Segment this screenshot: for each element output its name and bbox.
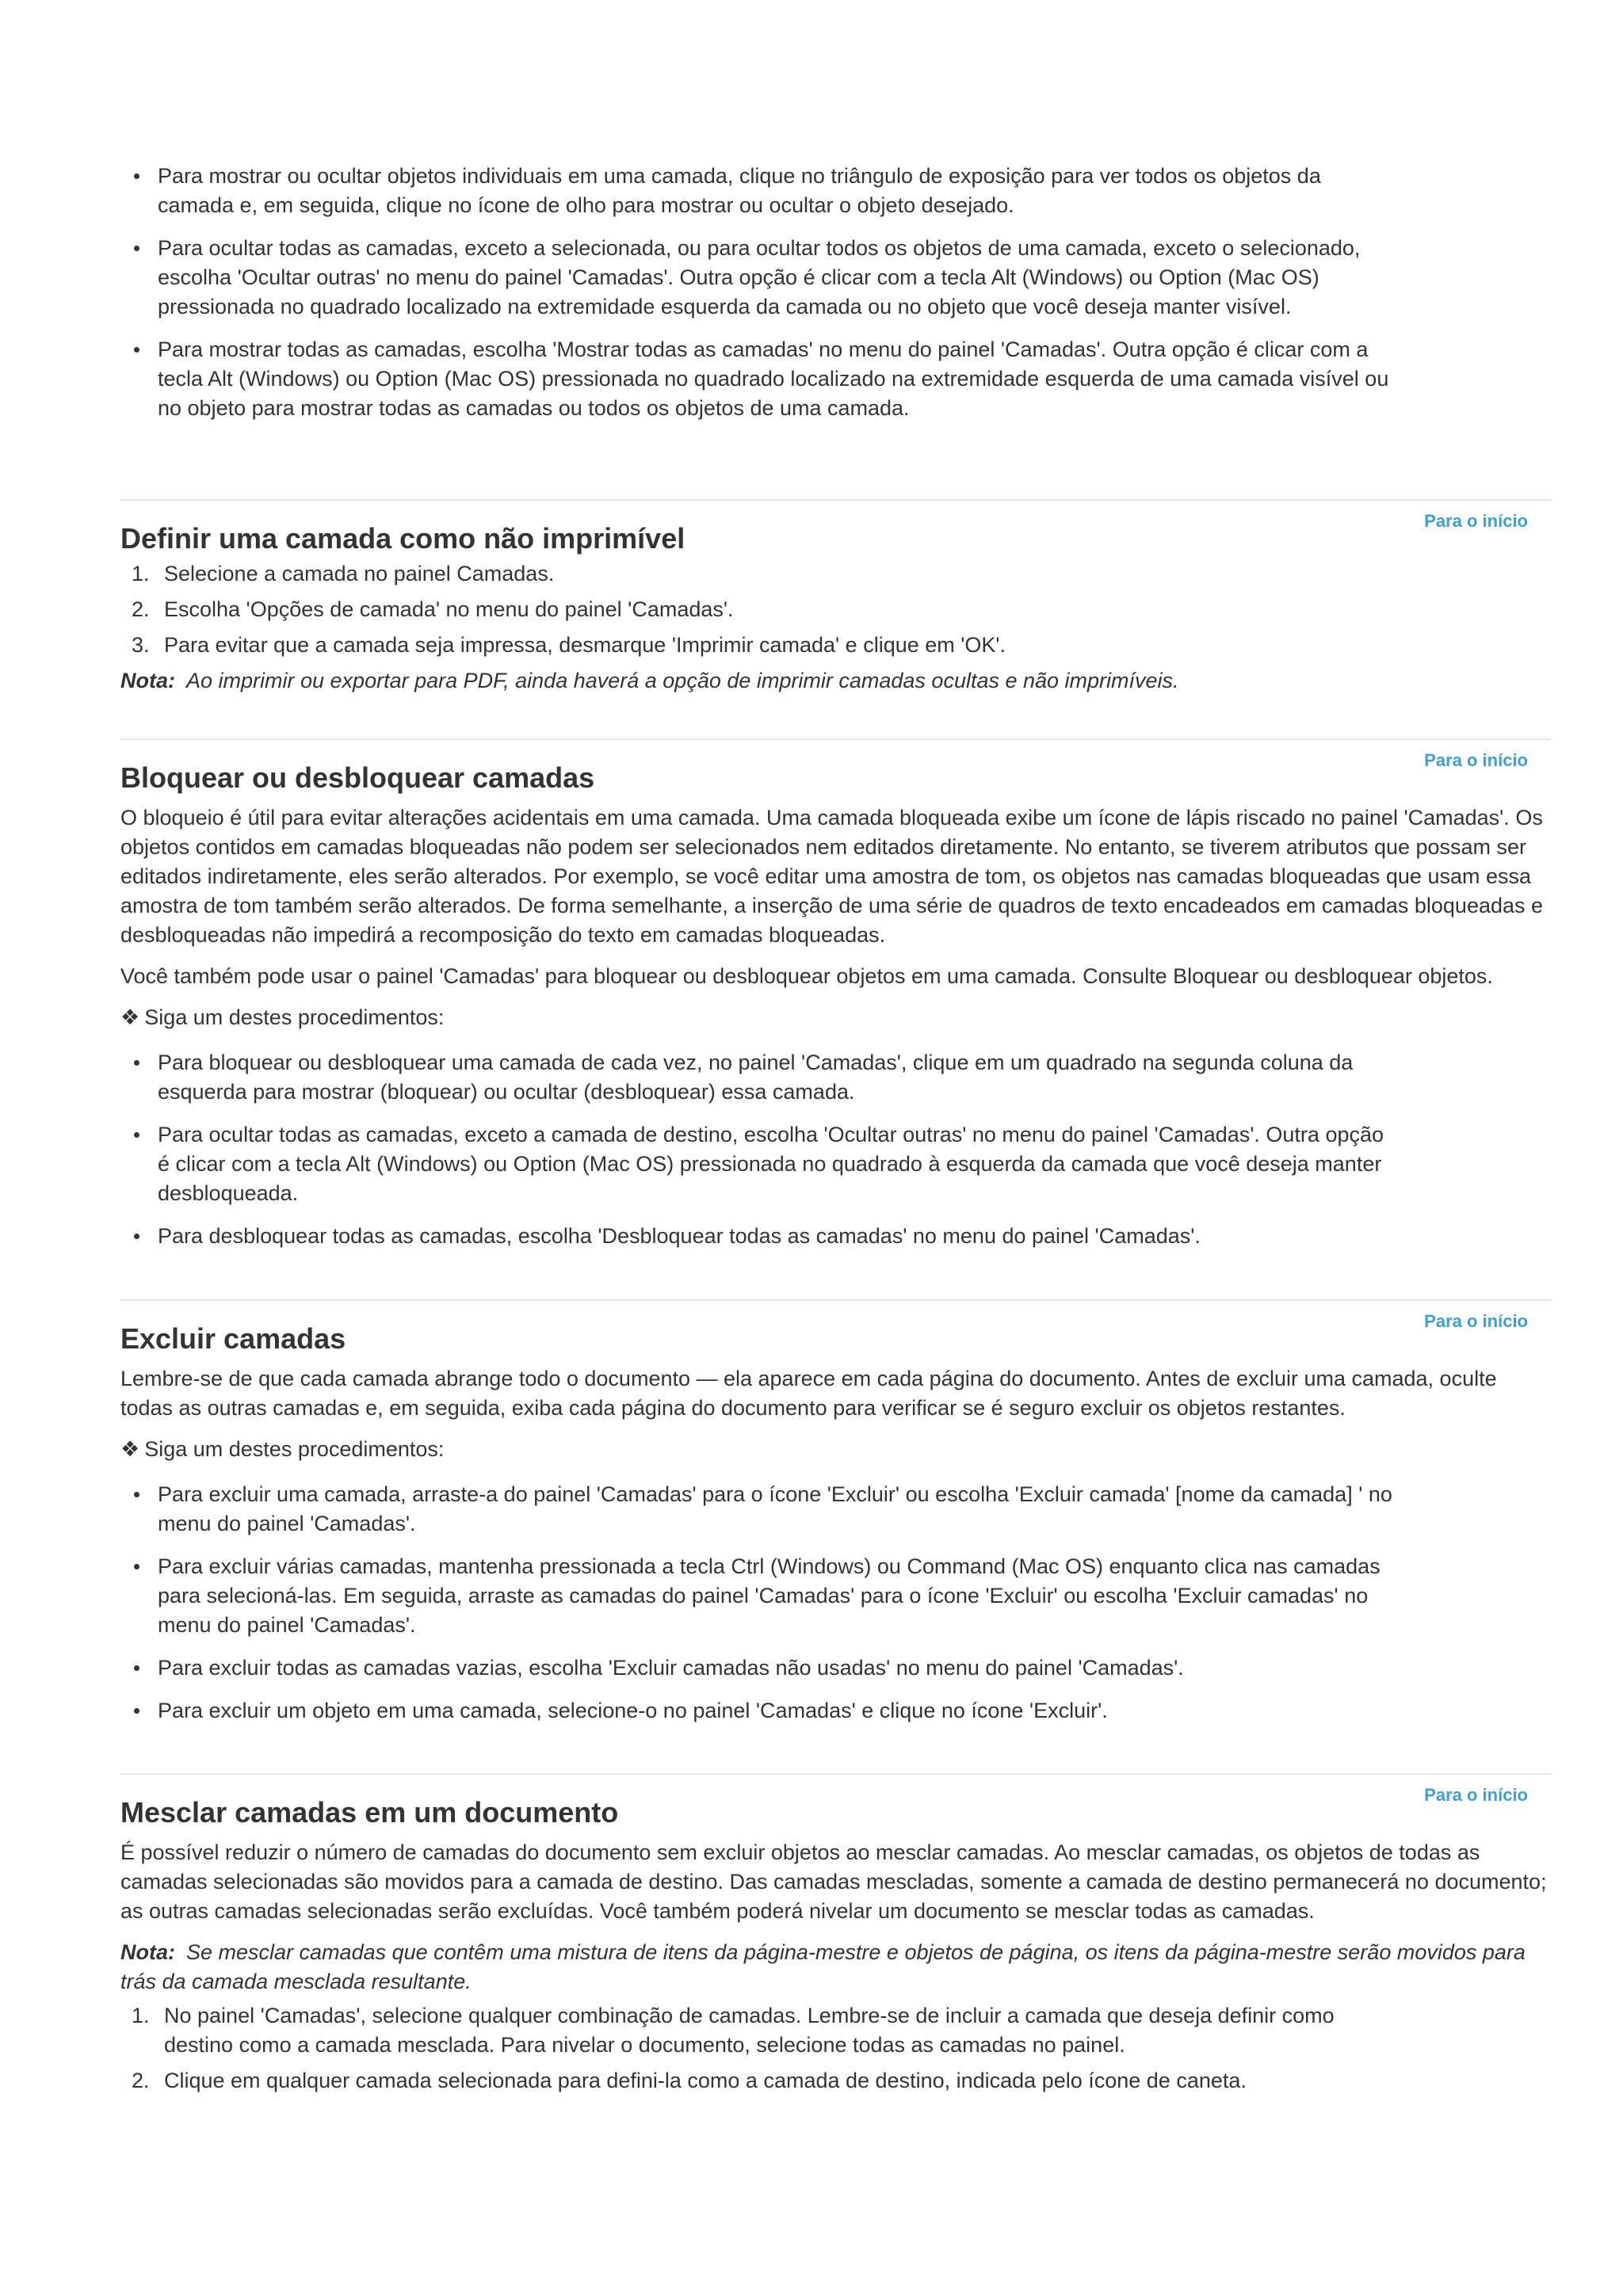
note — [120, 1938, 1551, 1997]
bullet-dot — [134, 1132, 139, 1138]
list-item — [120, 234, 1394, 322]
list-item — [120, 1480, 1394, 1539]
section-title: Definir uma camada como não imprimível — [120, 522, 685, 555]
bullet-dot — [134, 1665, 139, 1671]
paragraph: Lembre-se de que cada camada abrange todo o documento — ela aparece em cada página do documento. Antes de excluir uma camada, oculte todas as outras camadas e, em seguida, exiba cada página do documento para verificar se é seguro excluir os objetos restantes. — [120, 1367, 1497, 1420]
list-item-text: Para excluir uma camada, arraste-a do painel 'Camadas' para o ícone 'Excluir' ou escolha 'Excluir camada' [nome da camada] ' no menu do painel 'Camadas'. — [158, 1482, 1392, 1535]
note-text: Ao imprimir ou exportar para PDF, ainda haverá a opção de imprimir camadas ocultas e não imprimíveis. — [186, 669, 1179, 692]
list-item — [120, 1048, 1394, 1107]
bullet-dot — [134, 1234, 139, 1239]
bullet-dot — [134, 1060, 139, 1066]
paragraph: Você também pode usar o painel 'Camadas' para bloquear ou desbloquear objetos em uma camada. Consulte Bloquear ou desbloquear objetos. — [120, 964, 1493, 988]
step-item: 2. Clique em qualquer camada selecionada para defini-la como a camada de destino, indicada pelo ícone de caneta. — [132, 2069, 1247, 2092]
intro-visibility-bullets — [120, 162, 1551, 437]
section-nonprintable — [120, 499, 1551, 696]
back-to-top-link[interactable]: Para o início — [1424, 1785, 1528, 1805]
section-title: Mesclar camadas em um documento — [120, 1796, 619, 1829]
step-text: No painel 'Camadas', selecione qualquer combinação de camadas. Lembre-se de incluir a camada que deseja definir como destino como a camada mesclada. Para nivelar o documento, selecione todas as camadas no painel. — [164, 2004, 1335, 2057]
step-text: Clique em qualquer camada selecionada para defini-la como a camada de destino, indicada pelo ícone de caneta. — [164, 2069, 1247, 2092]
section-title: Excluir camadas — [120, 1322, 346, 1355]
list-item-text: Para excluir todas as camadas vazias, escolha 'Excluir camadas não usadas' no menu do painel 'Camadas'. — [158, 1656, 1184, 1680]
procedure-lead-text: Siga um destes procedimentos: — [144, 1437, 445, 1461]
procedure-icon: ❖ — [120, 1437, 140, 1461]
bullet-dot — [134, 1492, 139, 1497]
step-item: 1. Selecione a camada no painel Camadas. — [132, 562, 555, 585]
note-label: Nota: — [120, 1940, 175, 1964]
bullet-dot — [134, 246, 139, 251]
step-item: 2. Escolha 'Opções de camada' no menu do painel 'Camadas'. — [132, 597, 734, 621]
section-merge-layers — [120, 1773, 1551, 2102]
bullet-dot — [134, 1708, 139, 1714]
section-delete-layers — [120, 1299, 1551, 1739]
step-text: Escolha 'Opções de camada' no menu do painel 'Camadas'. — [164, 597, 734, 621]
paragraph: É possível reduzir o número de camadas do documento sem excluir objetos ao mesclar camadas. Ao mesclar camadas, os objetos de todas as camadas selecionadas são movidos para a camada de destino. Das camadas mescladas, somente a camada de destino permanecerá no documento; as outras camadas selecionadas serão excluídas. Você também poderá nivelar um documento se mesclar todas as camadas. — [120, 1840, 1547, 1923]
list-item — [120, 1653, 1394, 1683]
procedure-lead-text: Siga um destes procedimentos: — [144, 1005, 445, 1029]
paragraph: O bloqueio é útil para evitar alterações acidentais em uma camada. Uma camada bloqueada exibe um ícone de lápis riscado no painel 'Camadas'. Os objetos contidos em camadas bloqueadas não podem ser selecionados nem editados diretamente. No entanto, se tiverem atributos que possam ser editados indiretamente, eles serão alterados. Por exemplo, se você editar uma amostra de tom, os objetos nas camadas bloqueadas que usam essa amostra de tom também serão alterados. De forma semelhante, a inserção de uma série de quadros de texto encadeados em camadas bloqueadas e desbloqueadas não impedirá a recomposição do texto em camadas bloqueadas. — [120, 806, 1544, 947]
step-item: 3. Para evitar que a camada seja impressa, desmarque 'Imprimir camada' e clique em 'OK'. — [132, 633, 1006, 657]
list-item-text: Para mostrar todas as camadas, escolha 'Mostrar todas as camadas' no menu do painel 'Camadas'. Outra opção é clicar com a tecla Alt (Windows) ou Option (Mac OS) pressionada no quadrado localizado na extremidade esquerda de uma camada visível ou no objeto para mostrar todas as camadas ou todos os objetos de uma camada. — [158, 338, 1389, 420]
list-item — [120, 1552, 1394, 1640]
list-item-text: Para mostrar ou ocultar objetos individuais em uma camada, clique no triângulo de exposição para ver todos os objetos da camada e, em seguida, clique no ícone de olho para mostrar ou ocultar o objeto desejado. — [158, 164, 1321, 217]
bullet-dot — [134, 1564, 139, 1569]
note-label: Nota: — [120, 669, 175, 692]
back-to-top-link[interactable]: Para o início — [1424, 750, 1528, 770]
list-item-text: Para excluir várias camadas, mantenha pressionada a tecla Ctrl (Windows) ou Command (Mac OS) enquanto clica nas camadas para selecioná-las. Em seguida, arraste as camadas do painel 'Camadas' para o ícone 'Excluir' ou escolha 'Excluir camadas' no menu do painel 'Camadas'. — [158, 1554, 1381, 1637]
list-item — [120, 1222, 1394, 1251]
list-item-text: Para excluir um objeto em uma camada, selecione-o no painel 'Camadas' e clique no ícone 'Excluir'. — [158, 1699, 1108, 1722]
procedure-lead — [120, 1435, 1551, 1464]
list-item-text: Para ocultar todas as camadas, exceto a camada de destino, escolha 'Ocultar outras' no menu do painel 'Camadas'. Outra opção é clicar com a tecla Alt (Windows) ou Option (Mac OS) pressionada no quadrado à esquerda da camada que você deseja manter desbloqueada. — [158, 1123, 1384, 1205]
step-text: Selecione a camada no painel Camadas. — [164, 562, 555, 585]
note — [120, 666, 1551, 696]
step-text: Para evitar que a camada seja impressa, desmarque 'Imprimir camada' e clique em 'OK'. — [164, 633, 1006, 657]
step-item: 1. No painel 'Camadas', selecione qualquer combinação de camadas. Lembre-se de incluir a camada que deseja definir como destino como a camada mesclada. Para nivelar o documento, selecione todas as camadas no painel. — [132, 2004, 1335, 2057]
procedure-icon: ❖ — [120, 1005, 140, 1029]
list-item-text: Para ocultar todas as camadas, exceto a selecionada, ou para ocultar todos os objetos de uma camada, exceto o selecionado, escolha 'Ocultar outras' no menu do painel 'Camadas'. Outra opção é clicar com a tecla Alt (Windows) ou Option (Mac OS) pressionada no quadrado localizado na extremidade esquerda da camada ou no objeto que você deseja manter visível. — [158, 236, 1361, 318]
list-item — [120, 1696, 1394, 1726]
list-item — [120, 162, 1394, 220]
bullet-dot — [134, 174, 139, 179]
back-to-top-link[interactable]: Para o início — [1424, 511, 1528, 531]
note-text: Se mesclar camadas que contêm uma mistura de itens da página-mestre e objetos de página, os itens da página-mestre serão movidos para trás da camada mesclada resultante. — [120, 1940, 1526, 1993]
procedure-lead — [120, 1003, 1551, 1032]
list-item — [120, 1120, 1394, 1208]
section-lock-layers — [120, 738, 1551, 1264]
list-item-text: Para desbloquear todas as camadas, escolha 'Desbloquear todas as camadas' no menu do painel 'Camadas'. — [158, 1224, 1201, 1248]
list-item — [120, 335, 1394, 423]
bullet-dot — [134, 347, 139, 353]
section-title: Bloquear ou desbloquear camadas — [120, 761, 595, 794]
list-item-text: Para bloquear ou desbloquear uma camada de cada vez, no painel 'Camadas', clique em um quadrado na segunda coluna da esquerda para mostrar (bloquear) ou ocultar (desbloquear) essa camada. — [158, 1051, 1354, 1104]
back-to-top-link[interactable]: Para o início — [1424, 1311, 1528, 1331]
